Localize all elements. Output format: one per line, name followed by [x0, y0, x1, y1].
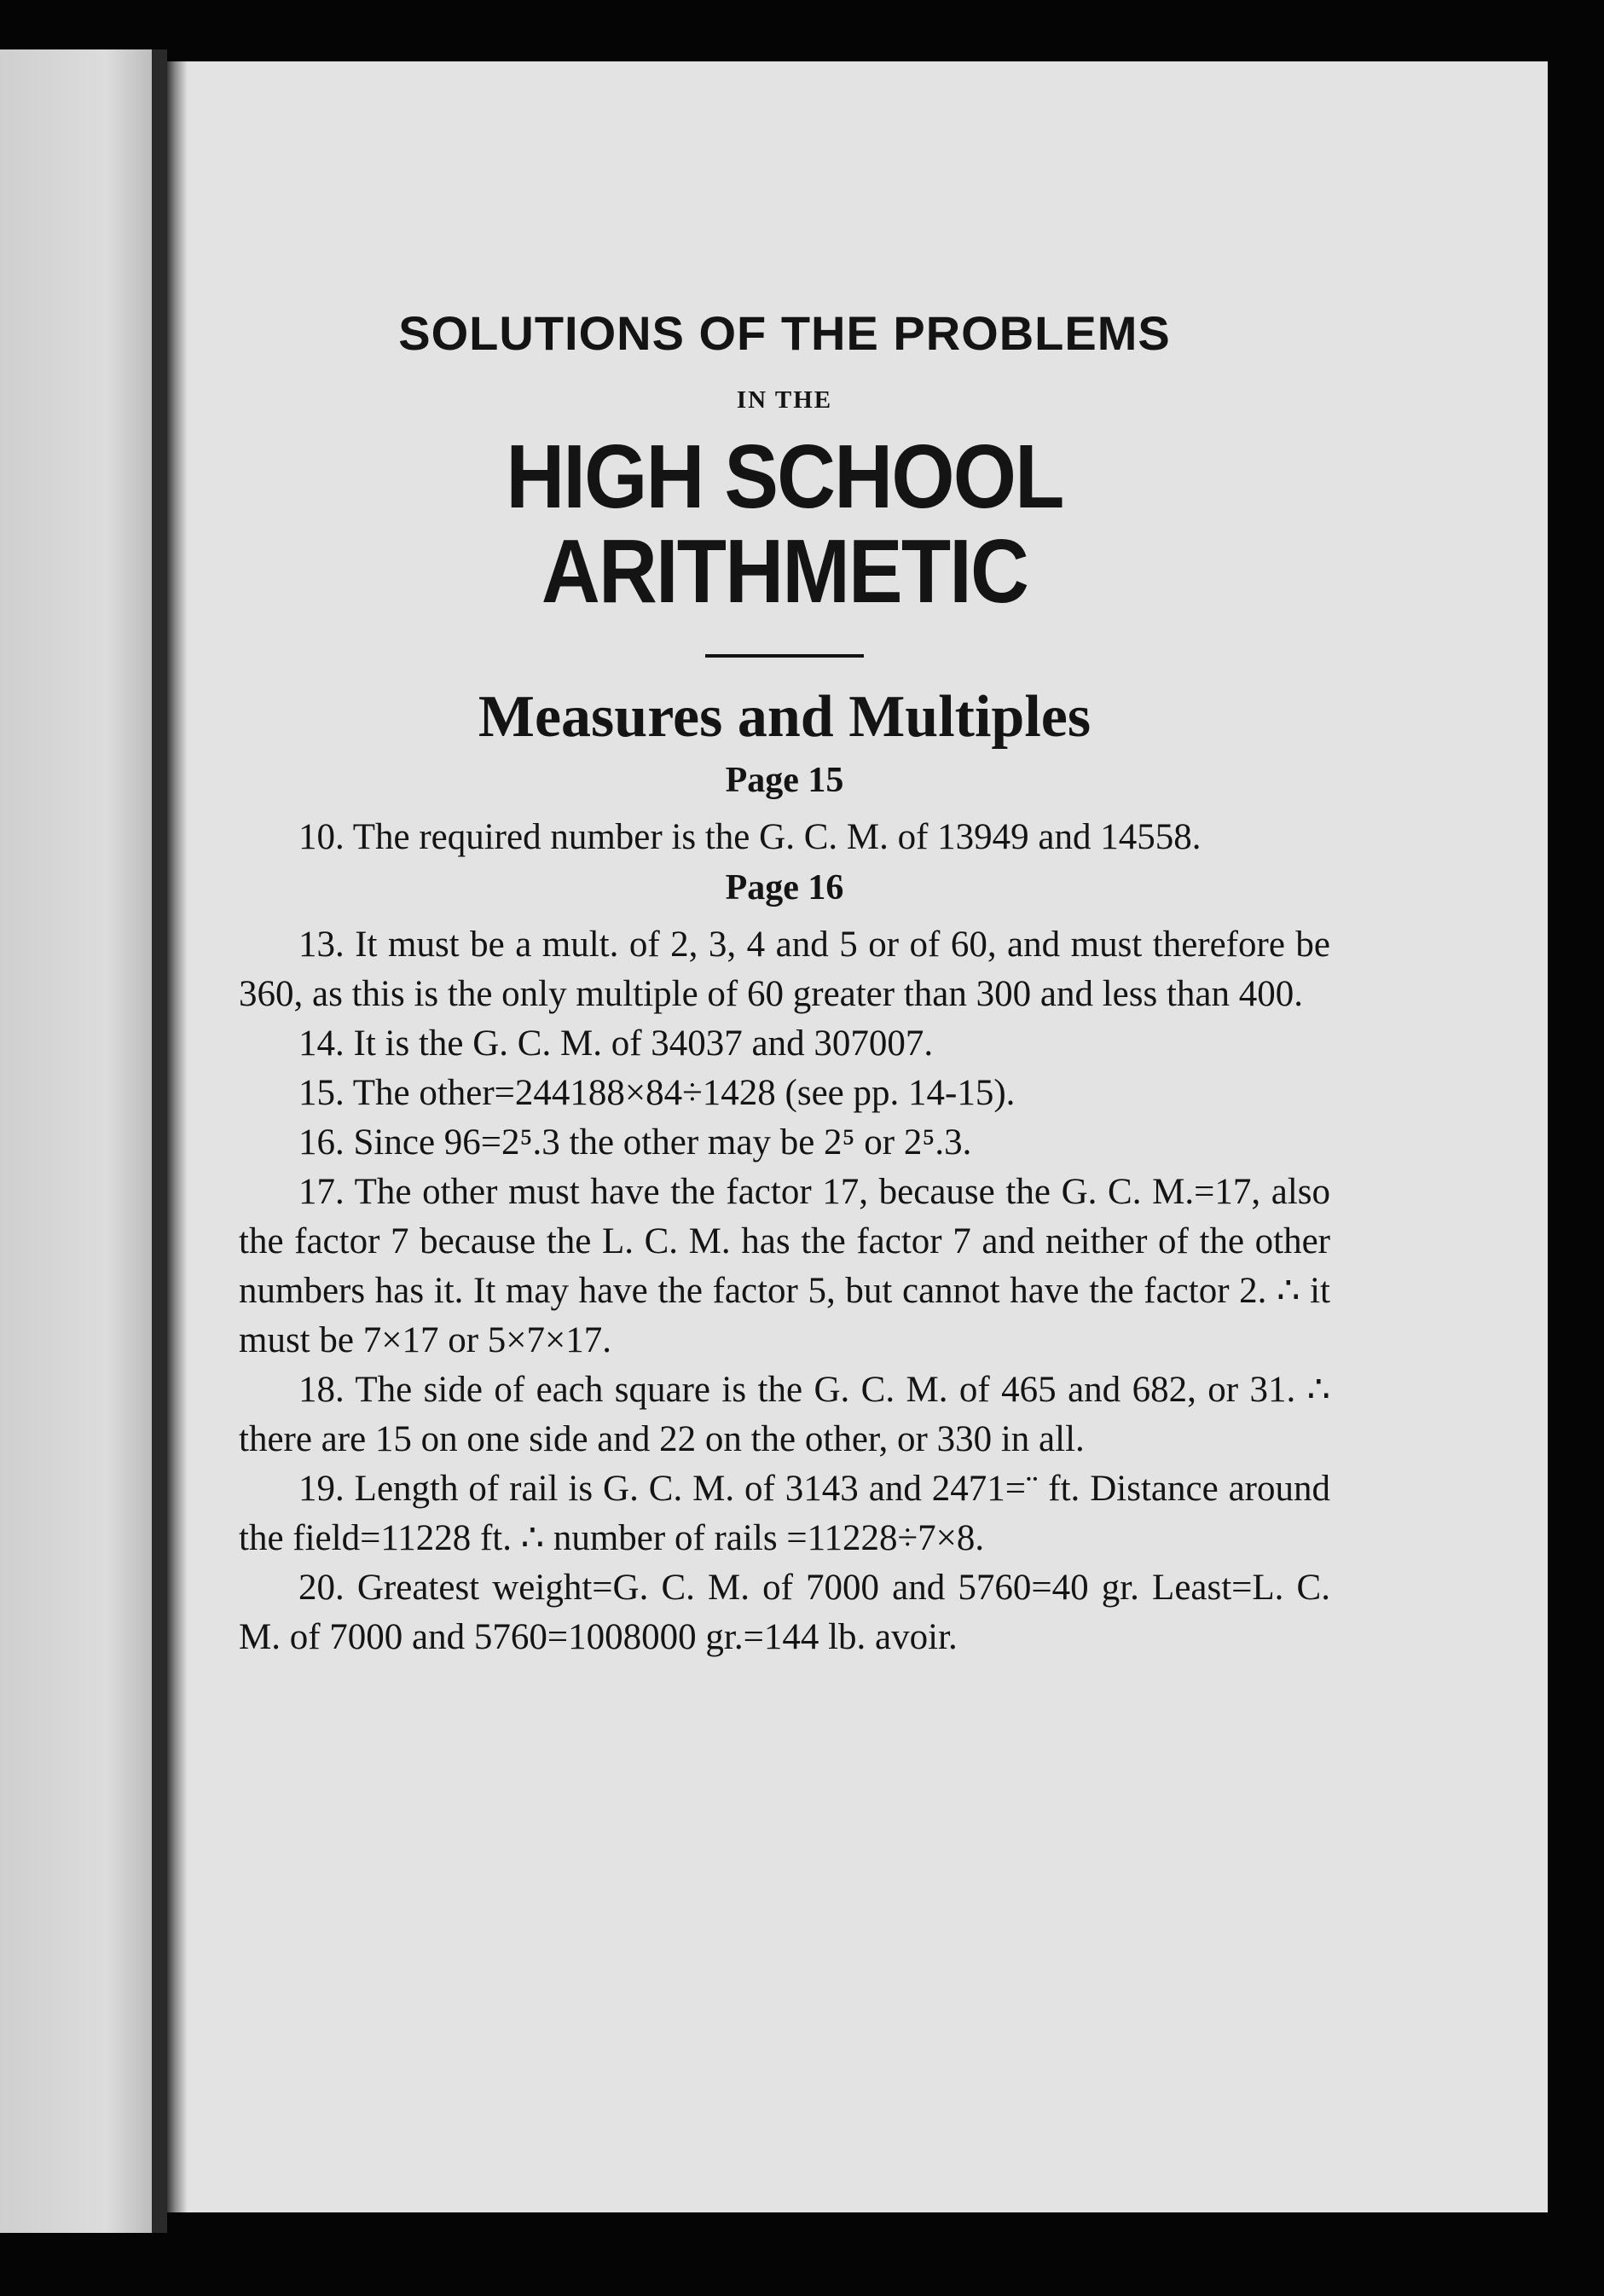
title-solutions: SOLUTIONS OF THE PROBLEMS [398, 306, 1171, 360]
problem-item: 13. It must be a mult. of 2, 3, 4 and 5 or of 60, and must therefore be 360, as this is the only multiple of 60 greater than 300 and less than 400. [239, 924, 1330, 1014]
facing-page-edge [0, 49, 152, 2233]
problem-item: 15. The other=244188×84÷1428 (see pp. 14-15). [298, 1072, 1016, 1113]
page-heading: Page 15 [725, 760, 844, 800]
problem-item: 19. Length of rail is G. C. M. of 3143 and 2471=¨ ft. Distance around the field=11228 ft. ∴ number of rails =11228÷7×8. [239, 1468, 1330, 1558]
title-rule [705, 654, 864, 658]
page-heading: Page 16 [725, 867, 844, 907]
problem-item: 17. The other must have the factor 17, because the G. C. M.=17, also the factor 7 because the L. C. M. has the factor 7 and neither of the other numbers has it. It may have the factor 5, but cannot have the factor 2. ∴ it must be 7×17 or 5×7×17. [239, 1171, 1330, 1360]
book-binding-gutter [152, 49, 167, 2233]
gutter-shadow [167, 61, 188, 2212]
problem-item: 10. The required number is the G. C. M. of 13949 and 14558. [298, 816, 1202, 857]
page-content [239, 290, 1330, 1662]
problem-list [239, 813, 1330, 862]
title-book-name: HIGH SCHOOL ARITHMETIC [506, 426, 1063, 623]
title-in-the: IN THE [736, 386, 833, 414]
problem-item: 20. Greatest weight=G. C. M. of 7000 and 5760=40 gr. Least=L. C. M. of 7000 and 5760=1008000 gr.=144 lb. avoir. [239, 1567, 1330, 1657]
section-title: Measures and Multiples [478, 683, 1092, 750]
problem-item: 16. Since 96=2⁵.3 the other may be 2⁵ or 2⁵.3. [298, 1122, 972, 1162]
problem-item: 18. The side of each square is the G. C. M. of 465 and 682, or 31. ∴ there are 15 on one side and 22 on the other, or 330 in all. [239, 1369, 1330, 1459]
problem-list [239, 920, 1330, 1662]
problem-item: 14. It is the G. C. M. of 34037 and 307007. [298, 1023, 934, 1064]
